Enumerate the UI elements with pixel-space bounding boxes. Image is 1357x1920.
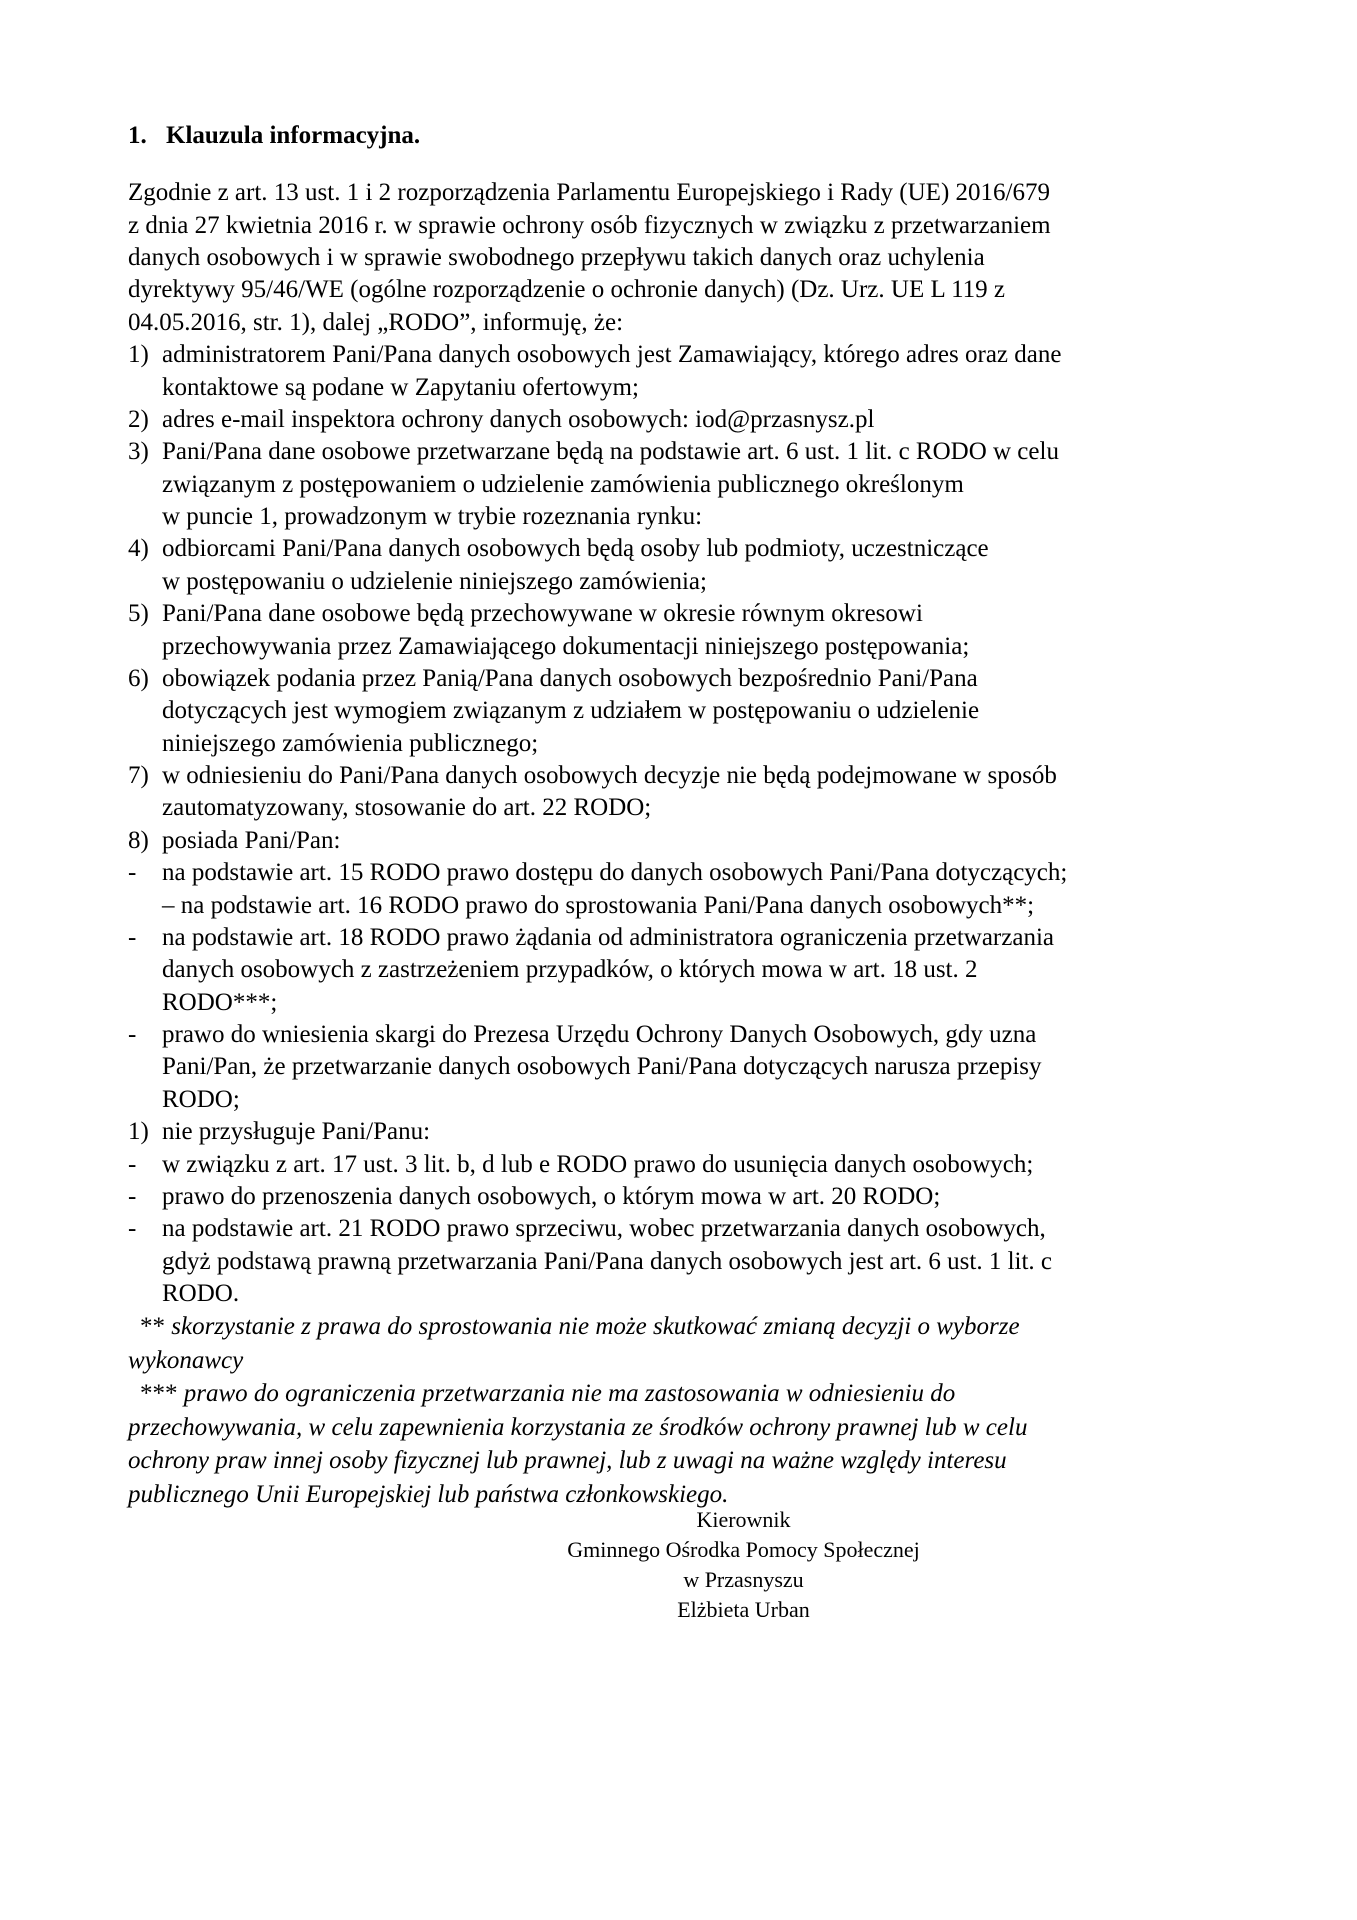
list-item [128,857,1188,922]
list-marker-dash: - [128,1182,137,1210]
list-marker: 8) [128,826,149,854]
list-item-line: prawo do wniesienia skargi do Prezesa Urzędu Ochrony Danych Osobowych, gdy uzna [162,1021,1037,1048]
intro-paragraph [128,177,1188,339]
heading-number: 1. [128,122,147,149]
signature-block [0,1505,1357,1625]
list-item [128,1019,1188,1116]
list-item-line: obowiązek podania przez Panią/Pana danych osobowych bezpośrednio Pani/Pana [162,664,978,692]
footnote-line: skorzystanie z prawa do sprostowania nie może skutkować zmianą decyzji o wyborze [171,1313,1020,1341]
list-item-line: przechowywania przez Zamawiającego dokumentacji niniejszego postępowania; [162,632,970,660]
list-marker: 3) [128,438,149,466]
list-item [128,1116,1188,1148]
list-item [128,922,1188,1019]
list-item-line: posiada Pani/Pan: [162,826,341,854]
list-item-line: zautomatyzowany, stosowanie do art. 22 RODO; [162,794,652,822]
footnote-triple-star [128,1377,1188,1511]
footnote-marker: *** [140,1380,184,1408]
signature-location: w Przasnyszu [683,1566,804,1592]
footnote-line: prawo do ograniczenia przetwarzania nie ma zastosowania w odniesieniu do [183,1380,956,1408]
signature-title: Kierownik [696,1507,791,1532]
list-item [128,1149,1188,1181]
list-item-line: Pani/Pana dane osobowe przetwarzane będą na podstawie art. 6 ust. 1 lit. c RODO w celu [162,438,1059,466]
list-marker-dash: - [128,859,137,887]
list-item [128,663,1188,760]
document-body [128,120,1188,1511]
list-item-line: odbiorcami Pani/Pana danych osobowych będą osoby lub podmioty, uczestniczące [162,535,989,563]
list-marker-dash: - [128,923,137,951]
list-marker: 7) [128,762,149,789]
list-item-line: gdyż podstawą prawną przetwarzania Pani/Pana danych osobowych jest art. 6 ust. 1 lit. c [162,1247,1053,1275]
list-marker: 5) [128,600,149,628]
list-marker-dash: - [128,1215,137,1243]
list-item-line: w postępowaniu o udzielenie niniejszego zamówienia; [162,567,707,595]
footnote-marker: ** [140,1313,172,1341]
list-item [128,1181,1188,1213]
list-item-line: RODO. [162,1280,240,1307]
list-item [128,760,1188,825]
footnote-line: ochrony praw innej osoby fizycznej lub prawnej, lub z uwagi na ważne względy interesu [128,1447,1007,1475]
list-item-line: Pani/Pan, że przetwarzanie danych osobowych Pani/Pana dotyczących narusza przepisy [162,1053,1042,1081]
list-item-line: na podstawie art. 15 RODO prawo dostępu do danych osobowych Pani/Pana dotyczących; [162,859,1068,887]
list-item-line: kontaktowe są podane w Zapytaniu ofertowym; [162,373,639,401]
list-item-line: nie przysługuje Pani/Panu: [162,1118,431,1146]
list-item-line: Pani/Pana dane osobowe będą przechowywane w okresie równym okresowi [162,600,923,628]
list-marker: 6) [128,664,149,692]
list-item-line: danych osobowych z zastrzeżeniem przypadków, o których mowa w art. 18 ust. 2 [162,956,978,984]
list-marker-dash: - [128,1150,137,1178]
list-item-line: prawo do przenoszenia danych osobowych, o którym mowa w art. 20 RODO; [162,1182,941,1210]
list-item-line: w puncie 1, prowadzonym w trybie rozeznania rynku: [162,503,703,530]
signature-organization: Gminnego Ośrodka Pomocy Społecznej [567,1536,920,1562]
intro-line: dyrektywy 95/46/WE (ogólne rozporządzenie o ochronie danych) (Dz. Urz. UE L 119 z [128,276,1005,304]
list-item-line: dotyczących jest wymogiem związanym z udziałem w postępowaniu o udzielenie [162,697,980,725]
heading-text: Klauzula informacyjna. [166,122,421,149]
list-marker: 4) [128,535,149,563]
list-item [128,404,1188,436]
list-item-line: na podstawie art. 21 RODO prawo sprzeciwu, wobec przetwarzania danych osobowych, [162,1215,1046,1243]
list-item-line: niniejszego zamówienia publicznego; [162,729,539,757]
list-marker: 1) [128,341,149,369]
footnote-line: wykonawcy [128,1346,244,1374]
list-marker-dash: - [128,1021,137,1048]
list-item-line: adres e-mail inspektora ochrony danych osobowych: iod@przasnysz.pl [162,405,875,433]
list-item-line: RODO***; [162,988,278,1016]
list-item-line: w związku z art. 17 ust. 3 lit. b, d lub e RODO prawo do usunięcia danych osobowych; [162,1150,1034,1178]
list-item [128,436,1188,533]
signature-name: Elżbieta Urban [677,1596,810,1622]
list-item [128,339,1188,404]
list-item-line: związanym z postępowaniem o udzielenie zamówienia publicznego określonym [162,470,964,498]
intro-line: 04.05.2016, str. 1), dalej „RODO”, informuję, że: [128,308,624,336]
intro-line: danych osobowych i w sprawie swobodnego przepływu takich danych oraz uchylenia [128,244,985,271]
list-item [128,825,1188,857]
list-item-line: w odniesieniu do Pani/Pana danych osobowych decyzje nie będą podejmowane w sposób [162,762,1057,789]
list-marker: 2) [128,405,149,433]
list-item-line: na podstawie art. 18 RODO prawo żądania od administratora ograniczenia przetwarzania [162,923,1054,951]
footnote-line: przechowywania, w celu zapewnienia korzystania ze środków ochrony prawnej lub w celu [128,1413,1028,1441]
list-item [128,533,1188,598]
footnote-line: publicznego Unii Europejskiej lub państwa członkowskiego. [128,1480,729,1508]
list-marker: 1) [128,1118,149,1146]
section-heading [128,120,1188,151]
list-item-line: – na podstawie art. 16 RODO prawo do sprostowania Pani/Pana danych osobowych**; [162,891,1035,919]
intro-line: Zgodnie z art. 13 ust. 1 i 2 rozporządzenia Parlamentu Europejskiego i Rady (UE) 2016/679 [128,179,1050,207]
list-item-line: RODO; [162,1085,240,1113]
list-item-line: administratorem Pani/Pana danych osobowych jest Zamawiający, którego adres oraz dane [162,341,1062,369]
footnote-double-star [128,1310,1188,1377]
intro-line: z dnia 27 kwietnia 2016 r. w sprawie ochrony osób fizycznych w związku z przetwarzaniem [128,211,1051,239]
list-item [128,598,1188,663]
list-item [128,1213,1188,1310]
